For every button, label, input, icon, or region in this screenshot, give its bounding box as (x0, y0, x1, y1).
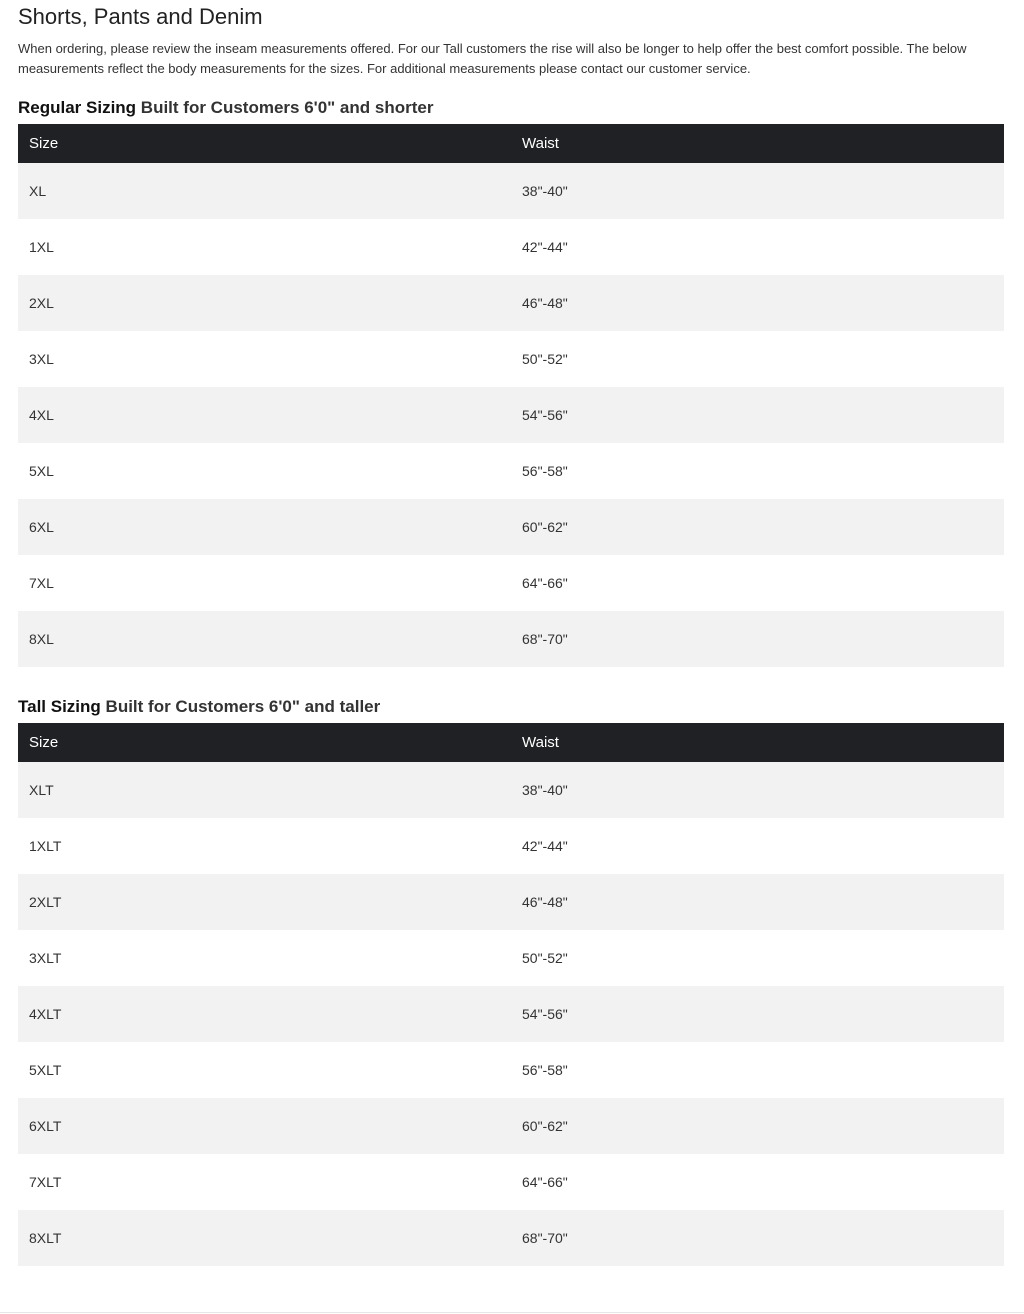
size-cell: 6XL (18, 499, 518, 555)
table-header-row (18, 124, 1004, 163)
table-row (18, 443, 1004, 499)
tall-sizing-title: Tall Sizing (18, 697, 101, 716)
waist-cell: 56"-58" (518, 443, 1004, 499)
size-cell: 5XLT (18, 1042, 518, 1098)
table-row (18, 275, 1004, 331)
table-row (18, 1098, 1004, 1154)
waist-cell: 38"-40" (518, 762, 1004, 818)
waist-cell: 64"-66" (518, 1154, 1004, 1210)
size-cell: XL (18, 163, 518, 219)
size-cell: 6XLT (18, 1098, 518, 1154)
waist-cell: 60"-62" (518, 1098, 1004, 1154)
table-row (18, 555, 1004, 611)
table-row (18, 1210, 1004, 1266)
size-cell: 7XL (18, 555, 518, 611)
column-header-size: Size (18, 723, 518, 762)
size-cell: 4XL (18, 387, 518, 443)
size-cell: 7XLT (18, 1154, 518, 1210)
waist-cell: 64"-66" (518, 555, 1004, 611)
waist-cell: 38"-40" (518, 163, 1004, 219)
waist-cell: 60"-62" (518, 499, 1004, 555)
size-cell: 3XLT (18, 930, 518, 986)
table-row (18, 331, 1004, 387)
column-header-waist: Waist (518, 124, 1004, 163)
page-divider (0, 1312, 1024, 1313)
waist-cell: 54"-56" (518, 387, 1004, 443)
column-header-size: Size (18, 124, 518, 163)
waist-cell: 68"-70" (518, 1210, 1004, 1266)
size-cell: 3XL (18, 331, 518, 387)
waist-cell: 54"-56" (518, 986, 1004, 1042)
column-header-waist: Waist (518, 723, 1004, 762)
waist-cell: 46"-48" (518, 874, 1004, 930)
table-row (18, 163, 1004, 219)
size-cell: XLT (18, 762, 518, 818)
waist-cell: 56"-58" (518, 1042, 1004, 1098)
size-cell: 2XL (18, 275, 518, 331)
waist-cell: 42"-44" (518, 219, 1004, 275)
size-cell: 1XL (18, 219, 518, 275)
table-row (18, 219, 1004, 275)
waist-cell: 68"-70" (518, 611, 1004, 667)
regular-sizing-subtitle: Built for Customers 6'0" and shorter (136, 98, 434, 117)
table-header-row (18, 723, 1004, 762)
waist-cell: 50"-52" (518, 930, 1004, 986)
size-cell: 4XLT (18, 986, 518, 1042)
table-row (18, 874, 1004, 930)
intro-paragraph: When ordering, please review the inseam measurements offered. For our Tall customers the rise will also be longer to help offer the best comfort possible. The below measurements reflect the body measurements for the sizes. For additional measurements please contact our customer service. (18, 41, 967, 76)
regular-sizing-heading (18, 97, 1004, 119)
waist-cell: 46"-48" (518, 275, 1004, 331)
table-row (18, 930, 1004, 986)
table-row (18, 818, 1004, 874)
regular-sizing-title: Regular Sizing (18, 98, 137, 117)
regular-table-body (18, 163, 1004, 667)
tall-table-body (18, 762, 1004, 1266)
regular-size-table (18, 124, 1004, 667)
size-cell: 8XL (18, 611, 518, 667)
table-row (18, 986, 1004, 1042)
size-cell: 5XL (18, 443, 518, 499)
size-cell: 2XLT (18, 874, 518, 930)
tall-sizing-heading (18, 696, 1004, 718)
table-row (18, 387, 1004, 443)
size-guide-page (18, 0, 1004, 1266)
waist-cell: 42"-44" (518, 818, 1004, 874)
table-row (18, 1154, 1004, 1210)
table-row (18, 611, 1004, 667)
table-row (18, 499, 1004, 555)
size-cell: 1XLT (18, 818, 518, 874)
page-title: Shorts, Pants and Denim (18, 4, 263, 29)
size-cell: 8XLT (18, 1210, 518, 1266)
tall-sizing-subtitle: Built for Customers 6'0" and taller (100, 697, 381, 716)
table-row (18, 762, 1004, 818)
waist-cell: 50"-52" (518, 331, 1004, 387)
tall-size-table (18, 723, 1004, 1266)
table-row (18, 1042, 1004, 1098)
